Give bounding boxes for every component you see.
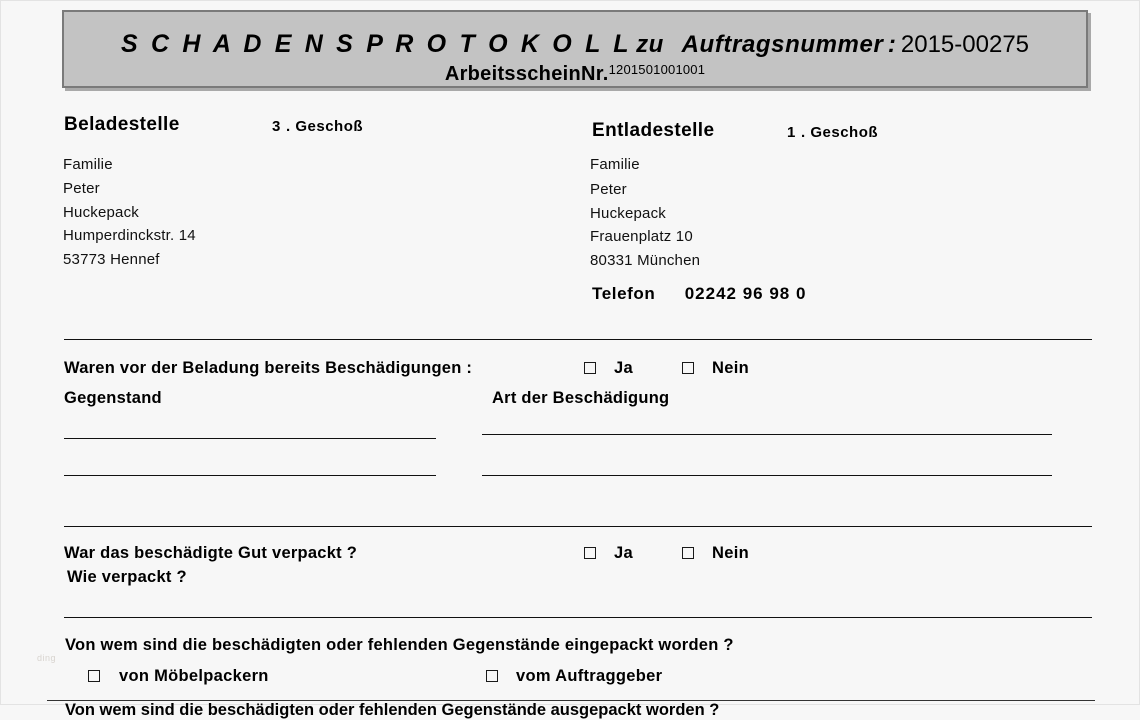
title-preposition: zu	[636, 31, 664, 58]
damage-kind-column-header: Art der Beschädigung	[492, 389, 670, 407]
watermark: ding	[37, 653, 57, 663]
loading-address-line-2: Peter	[63, 180, 100, 197]
unloading-address-line-4: Frauenplatz 10	[590, 228, 693, 245]
loading-address-line-5: 53773 Hennef	[63, 251, 160, 268]
order-number-colon: :	[887, 31, 897, 58]
damage-before-no-label: Nein	[712, 359, 749, 377]
packed-how-question: Wie verpackt ?	[67, 568, 187, 586]
unloading-floor	[787, 124, 878, 141]
next-section-partial-text: Von wem sind die beschädigten oder fehlenden Gegenstände ausgepackt worden ?	[65, 701, 720, 719]
order-number-label: Auftragsnummer	[681, 31, 884, 58]
unloading-heading: Entladestelle	[592, 120, 715, 141]
who-packed-question: Von wem sind die beschädigten oder fehlenden Gegenstände eingepackt worden ?	[65, 636, 734, 654]
damage-item-input-line-2[interactable]	[64, 475, 436, 476]
unloading-floor-label: . Geschoß	[801, 124, 879, 141]
divider-1	[64, 339, 1092, 340]
order-number-value: 2015-00275	[900, 31, 1030, 58]
damage-before-yes-checkbox[interactable]	[584, 362, 596, 374]
packed-no-label: Nein	[712, 544, 749, 562]
loading-floor	[272, 118, 363, 135]
loading-floor-label: . Geschoß	[286, 118, 364, 135]
document-title-box	[62, 10, 1088, 88]
loading-floor-number: 3	[272, 118, 282, 135]
damage-kind-input-line-2[interactable]	[482, 475, 1052, 476]
packed-no-checkbox[interactable]	[682, 547, 694, 559]
phone-number: 02242 96 98 0	[684, 284, 807, 303]
unloading-address-line-5: 80331 München	[590, 252, 701, 269]
unloading-address-line-2: Peter	[590, 181, 627, 198]
who-packed-movers-label: von Möbelpackern	[119, 667, 269, 685]
title-line-secondary	[64, 62, 1086, 86]
loading-heading: Beladestelle	[64, 114, 180, 135]
damage-before-no-checkbox[interactable]	[682, 362, 694, 374]
loading-address-line-1: Familie	[63, 156, 113, 173]
unloading-address-line-3: Huckepack	[590, 205, 667, 222]
divider-2	[64, 526, 1092, 527]
who-packed-movers-checkbox[interactable]	[88, 670, 100, 682]
unloading-floor-number: 1	[787, 124, 797, 141]
loading-address-line-3: Huckepack	[63, 204, 140, 221]
divider-3	[64, 617, 1092, 618]
document-title: S C H A D E N S P R O T O K O L L	[120, 30, 632, 58]
phone-label: Telefon	[592, 284, 656, 303]
damage-before-question: Waren vor der Beladung bereits Beschädigungen :	[64, 359, 473, 377]
loading-address-line-4: Humperdinckstr. 14	[63, 227, 196, 244]
who-packed-client-label: vom Auftraggeber	[516, 667, 663, 685]
unloading-address-line-1: Familie	[590, 156, 640, 173]
ticket-number-label: ArbeitsscheinNr.	[444, 63, 609, 85]
ticket-number-value: 1201501001001	[608, 62, 706, 77]
who-packed-client-checkbox[interactable]	[486, 670, 498, 682]
packed-question: War das beschädigte Gut verpackt ?	[64, 544, 358, 562]
title-line-primary	[64, 30, 1086, 59]
damage-item-column-header: Gegenstand	[64, 389, 162, 407]
damage-item-input-line-1[interactable]	[64, 438, 436, 439]
packed-yes-checkbox[interactable]	[584, 547, 596, 559]
damage-kind-input-line-1[interactable]	[482, 434, 1052, 435]
packed-yes-label: Ja	[614, 544, 633, 562]
unloading-phone	[592, 284, 806, 304]
damage-before-yes-label: Ja	[614, 359, 633, 377]
